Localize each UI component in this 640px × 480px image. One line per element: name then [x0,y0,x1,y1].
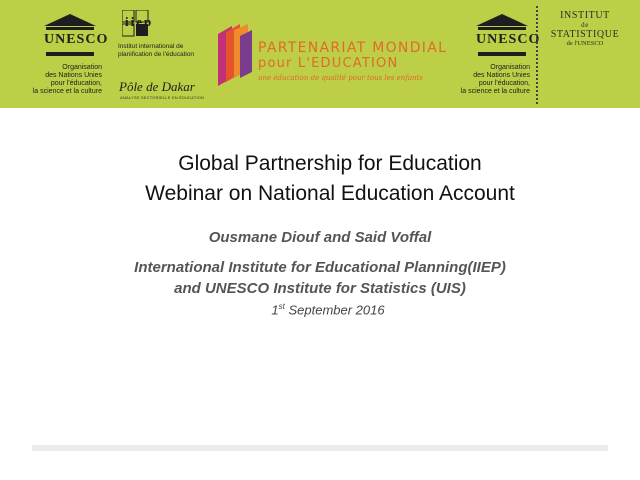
iiep-caption: Institut international de planification de l'éducation [118,43,195,58]
header-banner [0,0,640,108]
pole-de-dakar-subtitle: ANALYSE SECTORIELLE EN ÉDUCATION [120,95,205,100]
gpe-title-line2: pour L'EDUCATION [258,56,399,71]
gpe-tagline: une éducation de qualité pour tous les enfants [258,74,423,82]
slide-title [0,149,640,209]
slide-title-line1: Global Partnership for Education [178,152,482,175]
unesco-logo-text: UNESCO [44,32,109,47]
institution-line1: International Institute for Educational Planning(IIEP) [134,259,506,276]
uis-logo-subtitle: de l'UNESCO [566,40,604,47]
slide-date [0,302,640,317]
slide-institutions [0,257,640,299]
institution-line2: and UNESCO Institute for Statistics (UIS) [174,280,466,297]
slide-title-line2: Webinar on National Education Account [145,182,515,205]
uis-divider [536,6,538,104]
date-day: 1 [271,302,279,318]
footer-divider [32,445,608,451]
unesco-right-caption: Organisation des Nations Unies pour l'éducation, la science et la culture [460,64,530,95]
date-suffix: st [278,302,285,311]
gpe-title-line1: PARTENARIAT MONDIAL [258,40,448,56]
iiep-logo-text: iiep [125,14,154,29]
gpe-book-icon [216,22,254,88]
unesco-right-logo-text: UNESCO [476,32,541,47]
unesco-left-caption: Organisation des Nations Unies pour l'éducation, la science et la culture [32,64,102,95]
slide-authors: Ousmane Diouf and Said Voffal [208,229,432,246]
pole-de-dakar-label: Pôle de Dakar [119,79,195,94]
uis-logo-title: INSTITUT de STATISTIQUE [550,10,620,40]
date-rest: September 2016 [284,302,385,318]
